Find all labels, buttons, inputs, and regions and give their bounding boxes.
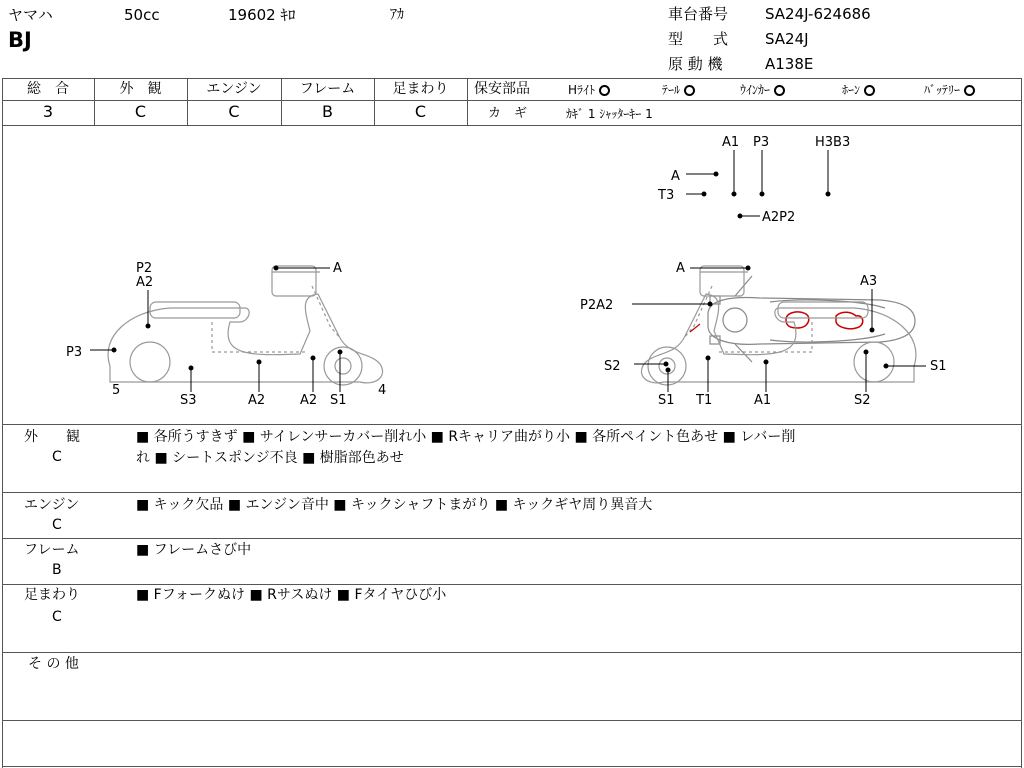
frame-no: SA24J-624686 xyxy=(765,5,871,23)
diagram-label: P3 xyxy=(66,345,83,360)
type-value: SA24J xyxy=(765,30,809,48)
diagram-label: A2 xyxy=(248,393,266,408)
diagram-label: S2 xyxy=(854,393,871,408)
diagram-label: S1 xyxy=(930,359,947,374)
frame-section-grade: B xyxy=(52,562,62,578)
damage-diagram xyxy=(0,126,1024,424)
diagram-label: S3 xyxy=(180,393,197,408)
safety-headlight: Hﾗｲﾄ xyxy=(568,84,610,96)
exterior-remarks-continued: れ ■ シートスポンジ不良 ■ 樹脂部色あせ xyxy=(136,450,404,466)
exterior-label: 外 観 xyxy=(119,81,162,97)
ok-circle-icon xyxy=(684,85,695,96)
safety-taillight: ﾃｰﾙ xyxy=(662,84,695,96)
diagram-label: A2 xyxy=(136,275,154,290)
ok-circle-icon xyxy=(599,85,610,96)
damage-mark xyxy=(836,312,863,329)
damage-mark xyxy=(786,312,809,328)
ok-circle-icon xyxy=(774,85,785,96)
frame-no-label: 車台番号 xyxy=(668,5,729,23)
engine-remarks: ■ キック欠品 ■ エンジン音中 ■ キックシャフトまがり ■ キックギヤ周り異音大 xyxy=(136,497,653,513)
diagram-label: T1 xyxy=(696,393,713,408)
mileage: 19602 ｷﾛ xyxy=(228,6,296,24)
suspension-label: 足まわり xyxy=(392,81,449,97)
color: ｱｶ xyxy=(390,7,404,23)
diagram-label: P2A2 xyxy=(580,298,614,313)
engine-label: エンジン xyxy=(206,81,262,97)
diagram-label: A xyxy=(671,169,680,184)
diagram-label: A2P2 xyxy=(762,210,796,225)
diagram-label: P3 xyxy=(753,135,770,150)
other-section-title: そ の 他 xyxy=(28,656,79,672)
frame-section-title: フレーム xyxy=(24,542,80,558)
frame-remarks: ■ フレームさび中 xyxy=(136,542,252,558)
type-label: 型 式 xyxy=(668,30,729,48)
ok-circle-icon xyxy=(864,85,875,96)
safety-battery: ﾊﾞｯﾃﾘｰ xyxy=(924,84,975,96)
diagram-label: A2 xyxy=(300,393,318,408)
diagram-label: A3 xyxy=(860,274,878,289)
engine-model-label: 原 動 機 xyxy=(668,55,723,73)
model-name: BJ xyxy=(8,28,32,52)
ok-circle-icon xyxy=(964,85,975,96)
suspension-grade: C xyxy=(414,102,427,121)
suspension-remarks: ■ Fフォークぬけ ■ Rサスぬけ ■ Fタイヤひび小 xyxy=(136,587,447,603)
diagram-label: S1 xyxy=(330,393,347,408)
displacement: 50cc xyxy=(124,6,160,24)
frame-label: フレーム xyxy=(299,81,356,97)
maker: ヤマハ xyxy=(8,6,53,24)
overall-label: 総 合 xyxy=(27,81,69,97)
diagram-label: S2 xyxy=(604,359,621,374)
suspension-section-title: 足まわり xyxy=(24,587,80,603)
diagram-label: H3B3 xyxy=(815,135,851,150)
frame-grade: B xyxy=(322,102,333,121)
top-view-scooter xyxy=(708,276,915,362)
engine-section-grade: C xyxy=(52,517,62,533)
safety-winker: ｳｲﾝｶｰ xyxy=(740,84,785,96)
suspension-section-grade: C xyxy=(52,609,62,625)
diagram-label: A xyxy=(676,261,685,276)
safety-label: 保安部品 xyxy=(474,81,530,97)
diagram-label: 5 xyxy=(112,383,121,398)
diagram-label: A xyxy=(333,261,342,276)
engine-grade: C xyxy=(228,102,240,121)
exterior-grade: C xyxy=(134,102,147,121)
diagram-label: A1 xyxy=(754,393,772,408)
engine-model: A138E xyxy=(765,55,814,73)
diagram-label: P2 xyxy=(136,261,153,276)
engine-section-title: エンジン xyxy=(24,497,80,513)
exterior-section-grade: C xyxy=(52,449,62,465)
overall-grade: 3 xyxy=(42,102,54,121)
diagram-label: 4 xyxy=(378,383,387,398)
diagram-label: T3 xyxy=(658,188,675,203)
exterior-remarks: ■ 各所うすきず ■ サイレンサーカバー削れ小 ■ Rキャリア曲がり小 ■ 各所ペイント色あせ ■ レバー削 xyxy=(136,429,796,445)
key-label: カ ギ xyxy=(488,106,528,121)
exterior-section-title: 外 観 xyxy=(24,429,80,445)
diagram-label: S1 xyxy=(658,393,675,408)
key-value: ｶｷﾞ 1 ｼｬｯﾀｰｷｰ 1 xyxy=(566,107,653,121)
safety-horn: ﾎｰﾝ xyxy=(842,84,875,96)
diagram-label: A1 xyxy=(722,135,740,150)
